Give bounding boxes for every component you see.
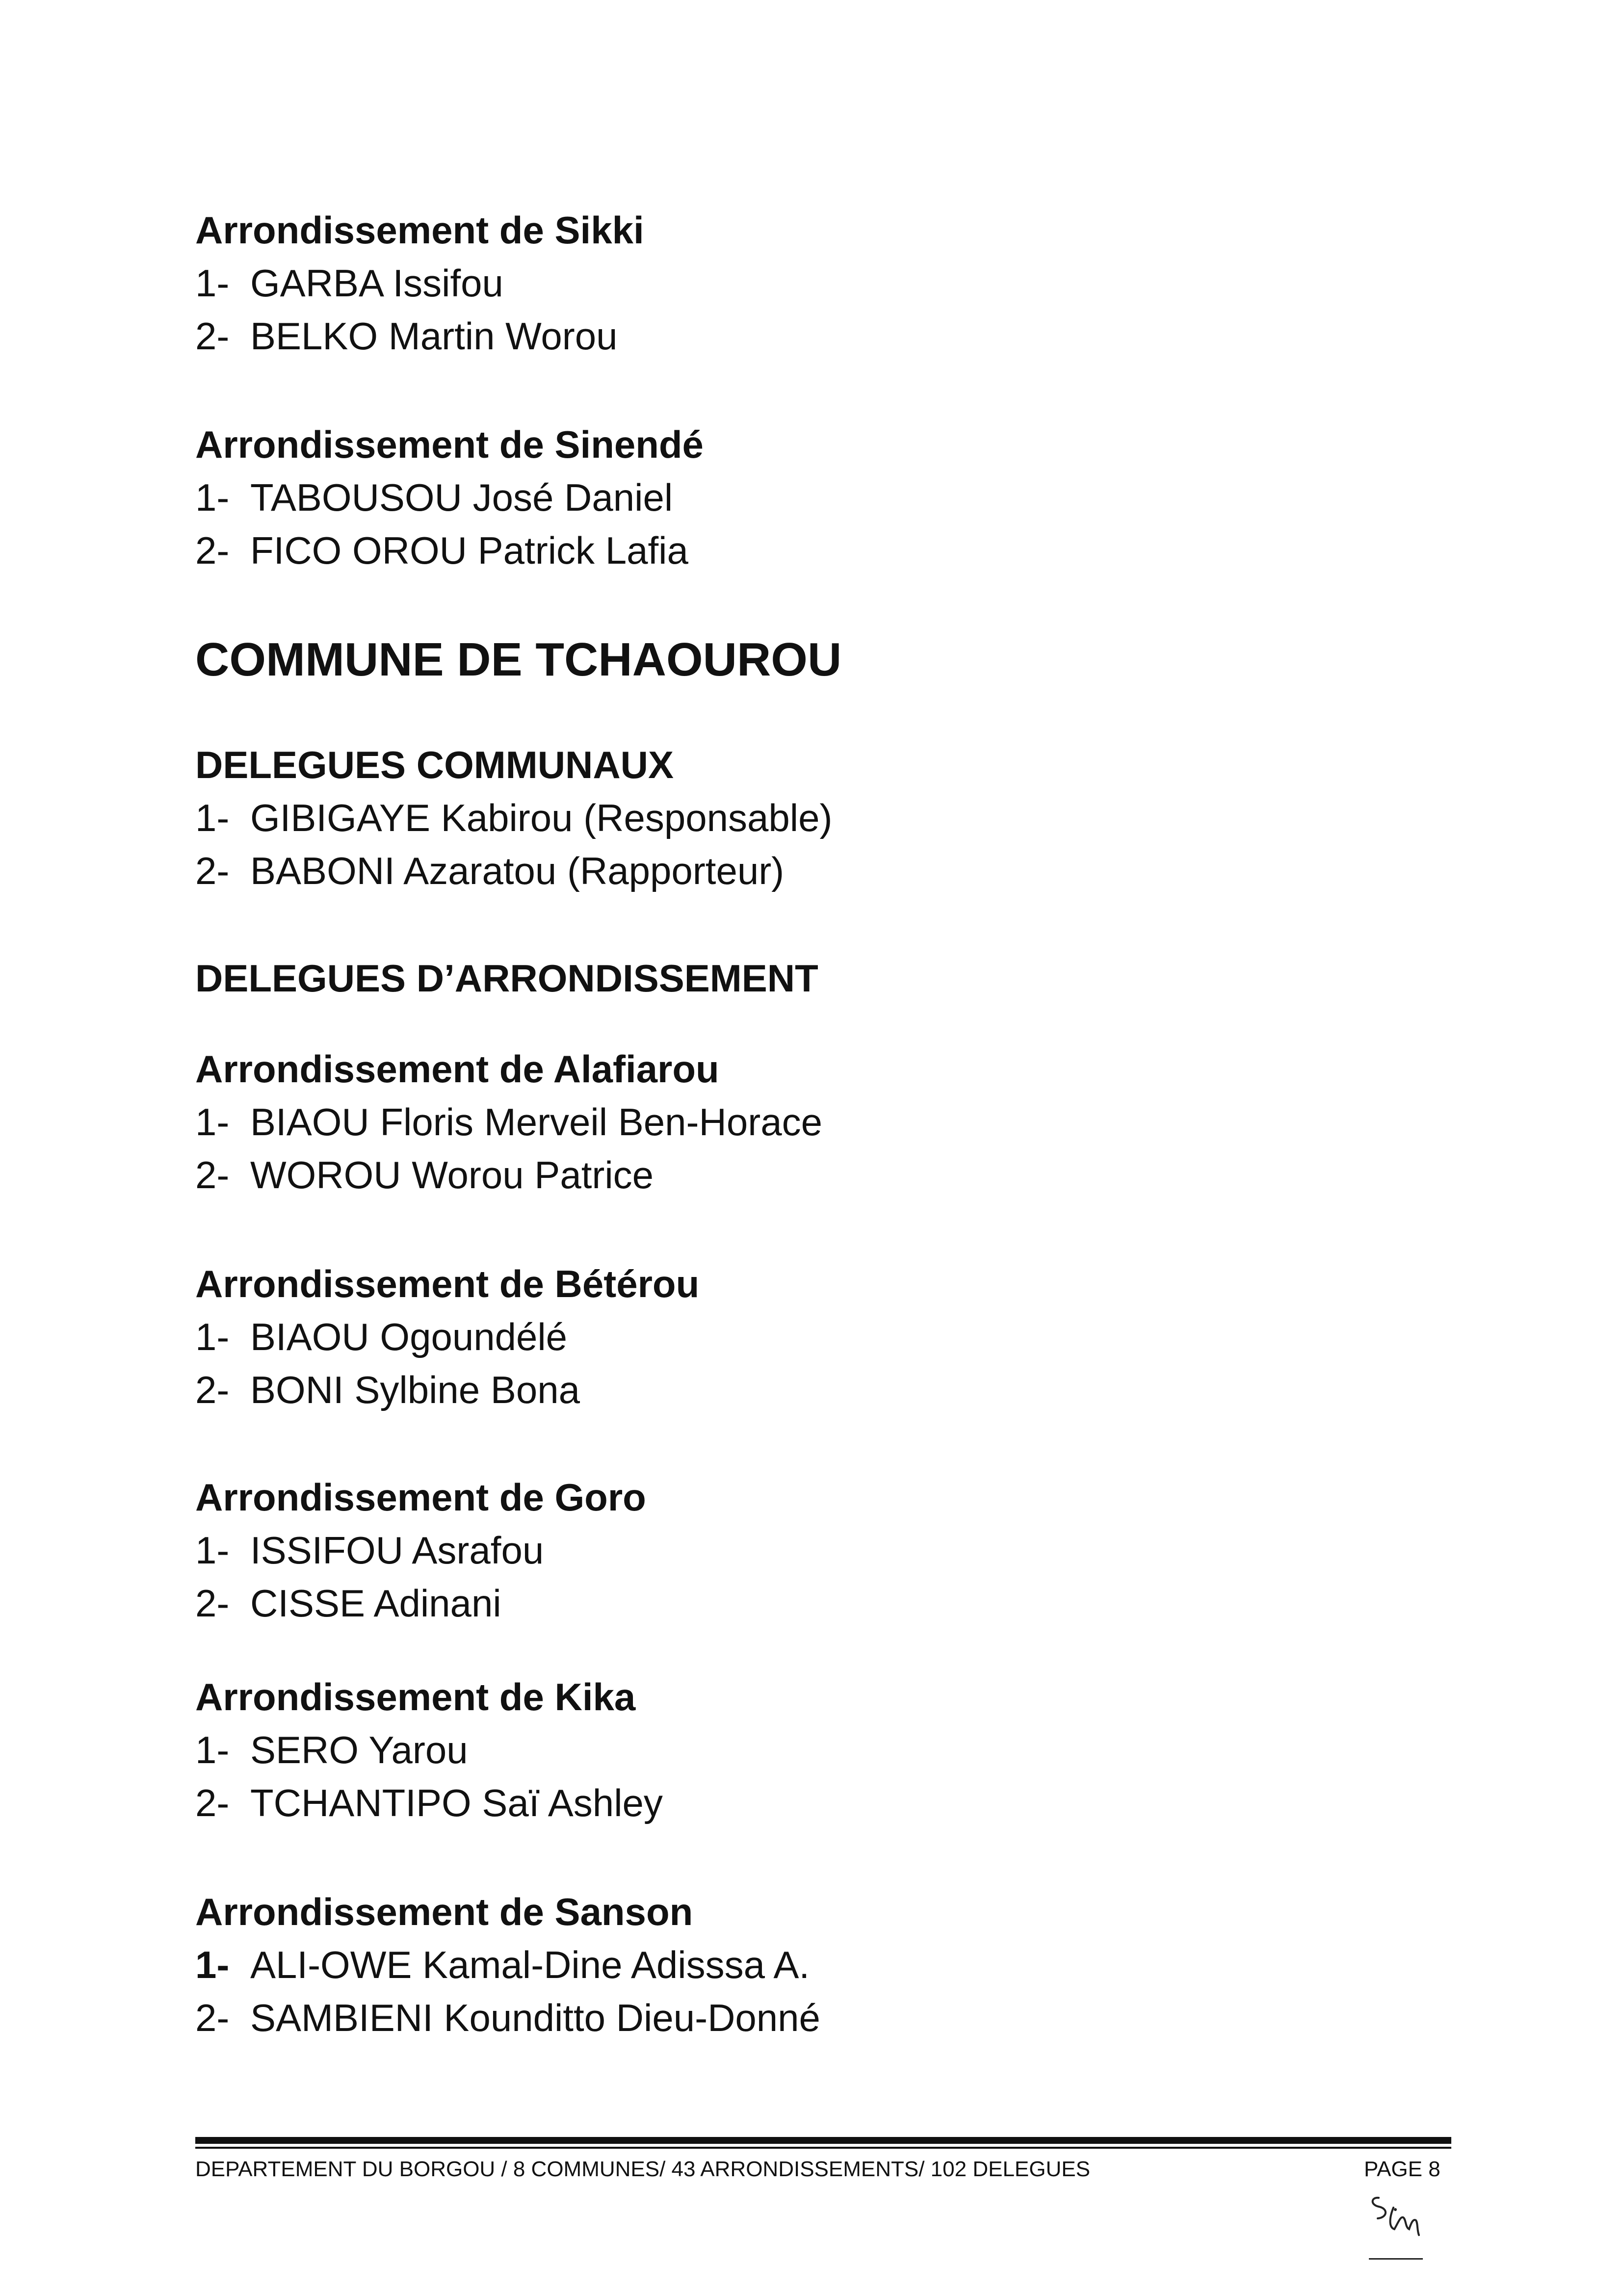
delegate-name: FICO OROU Patrick Lafia	[250, 529, 688, 572]
delegate-item	[195, 1310, 699, 1363]
arrondissement-heading: Arrondissement de Sinendé	[195, 423, 704, 466]
delegate-name: GARBA Issifou	[250, 261, 503, 305]
delegate-name: GIBIGAYE Kabirou (Responsable)	[250, 796, 833, 839]
item-number: 1-	[195, 476, 230, 519]
delegate-item	[195, 471, 704, 524]
commune-title: COMMUNE DE TCHAOUROU	[195, 633, 842, 686]
footer-text: DEPARTEMENT DU BORGOU / 8 COMMUNES/ 43 ARRONDISSEMENTS/ 102 DELEGUES	[195, 2157, 1090, 2181]
delegate-item	[195, 524, 704, 577]
delegate-name: BIAOU Floris Merveil Ben-Horace	[250, 1100, 822, 1144]
item-number: 2-	[195, 1153, 230, 1197]
arrondissement-heading: Arrondissement de Sanson	[195, 1890, 693, 1933]
delegate-name: ALI-OWE Kamal-Dine Adisssa A.	[250, 1943, 810, 1986]
delegate-item	[195, 844, 832, 897]
arrondissement-section-alafiarou	[195, 1042, 822, 1201]
delegate-name: ISSIFOU Asrafou	[250, 1529, 544, 1572]
item-number: 1-	[195, 1100, 230, 1144]
item-number: 1-	[195, 796, 230, 839]
item-number: 1-	[195, 1529, 230, 1572]
arrondissement-section-sinende	[195, 418, 704, 577]
delegate-item	[195, 1524, 646, 1577]
delegate-item	[195, 257, 644, 310]
delegate-name: SERO Yarou	[250, 1728, 468, 1771]
handwritten-initials	[1364, 2188, 1423, 2242]
delegate-item	[195, 1577, 646, 1630]
item-number: 2-	[195, 849, 230, 892]
delegate-item	[195, 1363, 699, 1416]
item-number: 1-	[195, 1943, 230, 1986]
item-number: 2-	[195, 1781, 230, 1824]
item-number: 2-	[195, 314, 230, 358]
delegate-name: CISSE Adinani	[250, 1582, 501, 1625]
delegate-item	[195, 1776, 663, 1829]
arrondissement-heading: Arrondissement de Kika	[195, 1675, 636, 1718]
item-number: 2-	[195, 1582, 230, 1625]
delegate-name: BELKO Martin Worou	[250, 314, 618, 358]
delegate-item	[195, 310, 644, 363]
item-number: 1-	[195, 1728, 230, 1771]
arrondissement-heading: Arrondissement de Goro	[195, 1476, 646, 1519]
arrondissement-heading: Arrondissement de Sikki	[195, 208, 644, 252]
delegues-communaux-heading: DELEGUES COMMUNAUX	[195, 743, 674, 786]
item-number: 1-	[195, 1315, 230, 1358]
arrondissement-section-kika	[195, 1670, 663, 1829]
arrondissement-section-sanson	[195, 1885, 820, 2044]
arrondissement-section-beterou	[195, 1257, 699, 1416]
arrondissement-section-sikki	[195, 204, 644, 363]
item-number: 1-	[195, 261, 230, 305]
delegate-item	[195, 1723, 663, 1776]
delegate-item	[195, 1991, 820, 2044]
arrondissement-heading: Arrondissement de Bétérou	[195, 1262, 700, 1305]
delegate-name: BABONI Azaratou (Rapporteur)	[250, 849, 785, 892]
delegate-name: SAMBIENI Kounditto Dieu-Donné	[250, 1996, 820, 2039]
delegate-name: TABOUSOU José Daniel	[250, 476, 673, 519]
item-number: 2-	[195, 1996, 230, 2039]
footer-rule-thick	[195, 2137, 1451, 2144]
arrondissement-section-goro	[195, 1471, 646, 1630]
initials-underline	[1369, 2258, 1423, 2260]
delegate-item	[195, 1095, 822, 1148]
delegate-name: WOROU Worou Patrice	[250, 1153, 654, 1197]
delegues-communaux-section	[195, 738, 832, 897]
delegate-name: TCHANTIPO Saï Ashley	[250, 1781, 663, 1824]
page-number: PAGE 8	[1364, 2157, 1441, 2181]
item-number: 2-	[195, 529, 230, 572]
delegues-arrondissement-heading: DELEGUES D’ARRONDISSEMENT	[195, 957, 818, 1000]
arrondissement-heading: Arrondissement de Alafiarou	[195, 1047, 719, 1091]
delegate-name: BIAOU Ogoundélé	[250, 1315, 568, 1358]
delegate-name: BONI Sylbine Bona	[250, 1368, 580, 1411]
delegate-item	[195, 1148, 822, 1201]
delegate-item	[195, 1938, 820, 1991]
delegate-item	[195, 791, 832, 844]
footer-rule-thin	[195, 2147, 1451, 2149]
item-number: 2-	[195, 1368, 230, 1411]
